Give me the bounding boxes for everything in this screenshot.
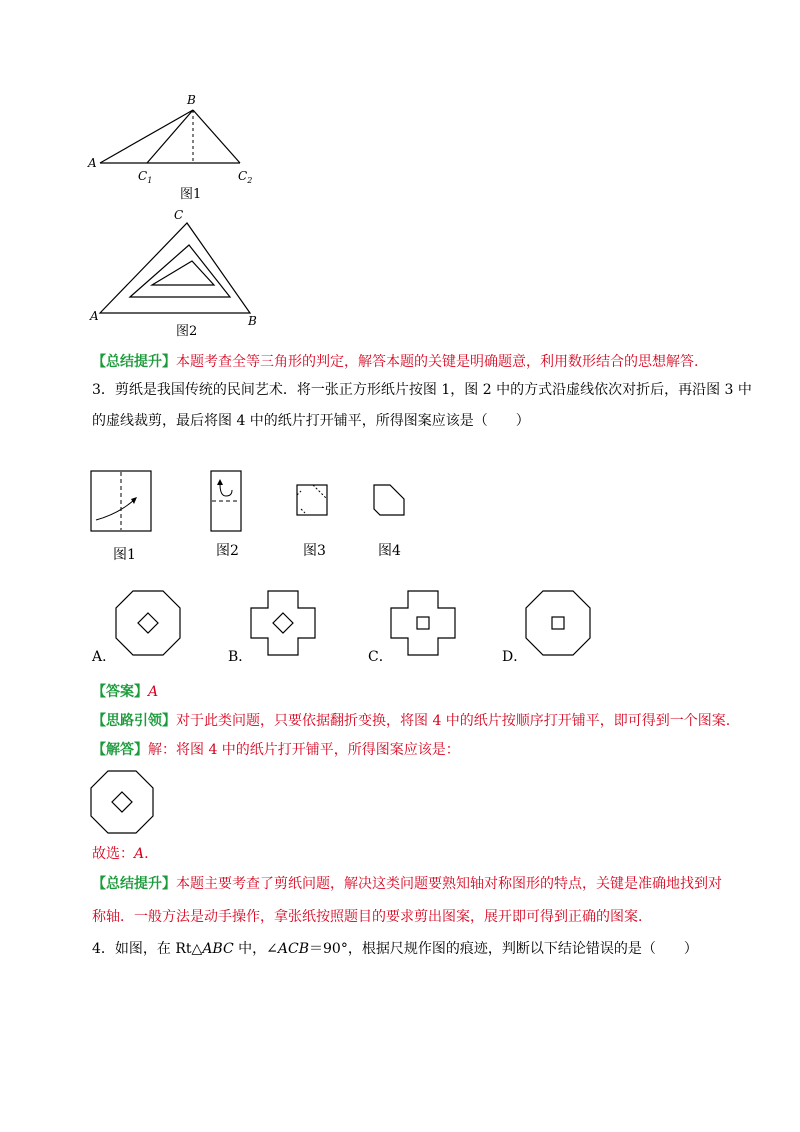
vertex-label-a: A [88,156,97,170]
summary-tag: 【总结提升】 [92,354,176,370]
summary-1 [92,352,698,372]
question-text: 剪纸是我国传统的民间艺术．将一张正方形纸片按图 1，图 2 中的方式沿虚线依次对折后，再沿图 3 中 [114,382,752,398]
svg-text:C2: $C_2$ [238,169,253,185]
vertex-label-c: C [174,208,184,222]
nested-triangles-figure-2 [80,205,280,340]
fold-caption-3: 图3 [303,543,326,559]
solution-tag: 【解答】 [92,742,148,758]
fold-figure-4 [372,483,406,517]
answer-line [92,682,158,702]
figure-2-caption: 图2 [176,324,198,339]
choice-line [92,844,149,864]
option-d-pattern[interactable] [523,588,593,658]
vertex-label-b2: B [248,314,257,328]
solution-pattern [88,768,156,836]
answer-value: A [148,684,159,700]
summary-text: 本题考查全等三角形的判定，解答本题的关键是明确题意，利用数形结合的思想解答. [176,354,699,370]
summary-2-line-1 [92,874,722,894]
fold-figure-3 [295,483,329,517]
svg-text:C1: $C_1$ [138,169,153,185]
option-c-label[interactable]: C． [368,649,393,665]
option-d-label[interactable]: D． [502,649,528,665]
option-a-pattern[interactable] [113,588,183,658]
choice-prefix: 故选： [92,846,134,862]
summary-2-tag: 【总结提升】 [92,876,176,892]
question-4-number: 4． [92,941,115,957]
fold-caption-4: 图4 [378,543,401,559]
fold-figure-1 [90,470,152,532]
summary-2-line-2: 称轴．一般方法是动手操作，拿张纸按照题目的要求剪出图案，展开即可得到正确的图案. [92,909,643,925]
fold-figure-2 [210,470,242,532]
choice-suffix: . [144,846,149,862]
question-number: 3． [92,382,115,398]
vertex-label-a2: A [90,309,99,323]
vertex-label-c1: C [138,169,148,183]
vertex-label-c2: C [238,169,248,183]
triangle-figure-1 [80,88,280,200]
solution-text: 解：将图 4 中的纸片打开铺平，所得图案应该是： [148,742,460,758]
choice-value: A [134,846,145,862]
vertex-label-b: B [187,93,196,107]
solution-line [92,740,460,760]
summary-2-text-1: 本题主要考查了剪纸问题，解决这类问题要熟知轴对称图形的特点，关键是准确地找到对 [176,876,722,892]
figure-1-caption: 图1 [180,187,202,200]
hint-line [92,711,730,731]
option-b-label[interactable]: B． [228,649,253,665]
option-c-pattern[interactable] [388,588,458,658]
hint-tag: 【思路引领】 [92,713,176,729]
answer-tag: 【答案】 [92,684,148,700]
hint-text: 对于此类问题，只要依据翻折变换，将图 4 中的纸片按顺序打开铺平，即可得到一个图案. [176,713,731,729]
question-3-line-2: 的虚线裁剪，最后将图 4 中的纸片打开铺平，所得图案应该是（ ） [92,413,530,429]
option-a-label[interactable]: A． [92,649,117,665]
fold-caption-1: 图1 [113,547,136,563]
question-4-line: 4．如图，在 Rt△ABC 中，∠ACB＝90°，根据尺规作图的痕迹，判断以下结论错误的是（ ） [92,941,698,957]
question-3-line-1 [92,380,752,400]
option-b-pattern[interactable] [248,588,318,658]
fold-caption-2: 图2 [216,543,239,559]
